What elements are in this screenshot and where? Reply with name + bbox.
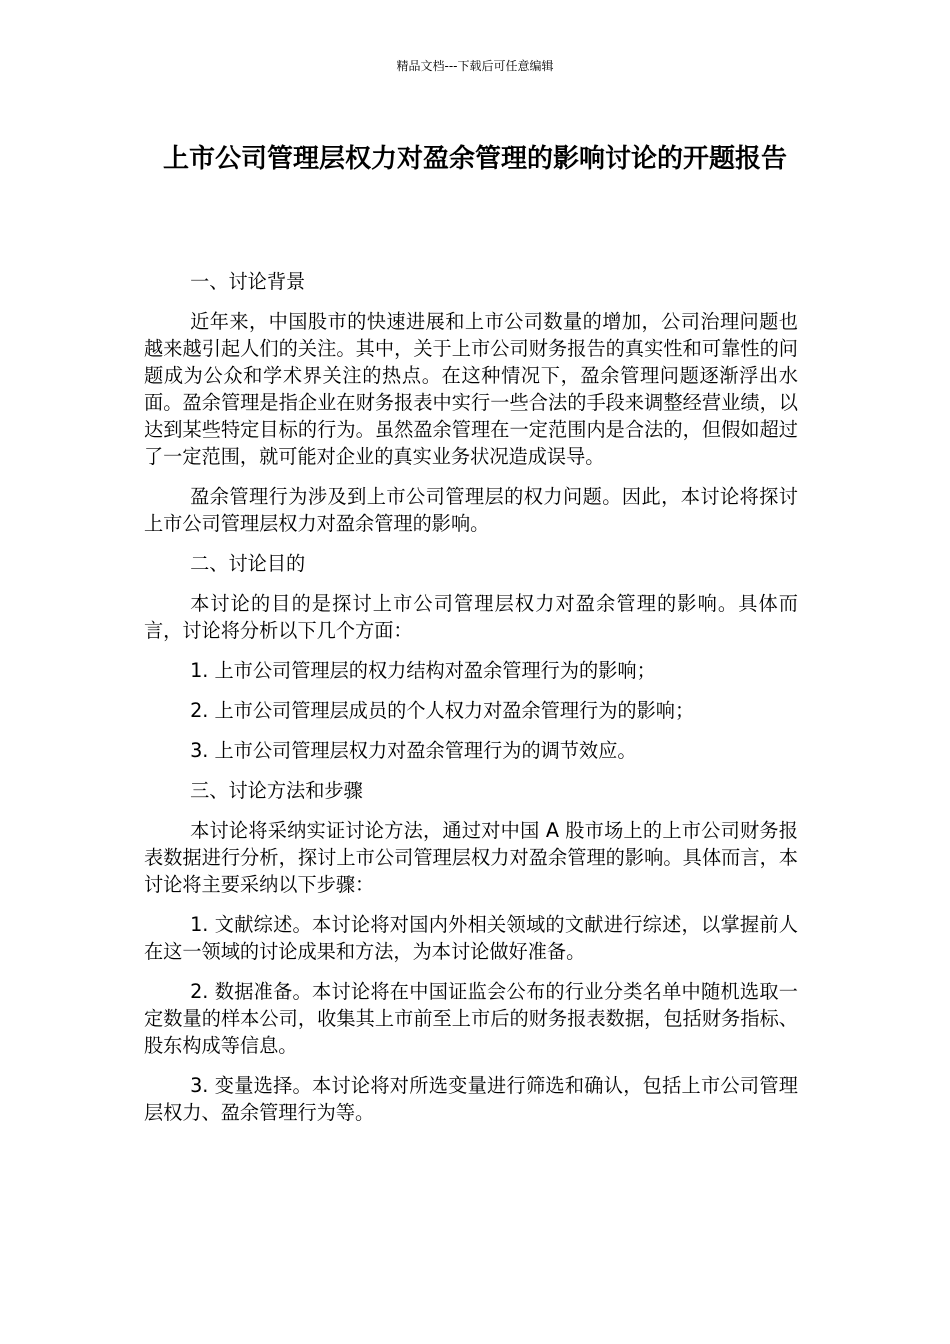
list-item-step-2: 2. 数据准备。本讨论将在中国证监会公布的行业分类名单中随机选取一定数量的样本公司，收集其上市前至上市后的财务报表数据，包括财务指标、股东构成等信息。 [144,980,798,1057]
list-item-purpose-2: 2. 上市公司管理层成员的个人权力对盈余管理行为的影响； [190,699,695,722]
paragraph-purpose-intro: 本讨论的目的是探讨上市公司管理层权力对盈余管理的影响。具体而言，讨论将分析以下几个方面： [144,592,798,642]
document-body [144,268,798,1139]
paragraph-method-intro: 本讨论将采纳实证讨论方法，通过对中国 A 股市场上的上市公司财务报表数据进行分析，探讨上市公司管理层权力对盈余管理的影响。具体而言，本讨论将主要采纳以下步骤： [144,819,798,896]
section-heading-background: 一、讨论背景 [190,270,306,293]
section-heading-method: 三、讨论方法和步骤 [190,779,363,802]
document-title: 上市公司管理层权力对盈余管理的影响讨论的开题报告 [162,144,787,174]
paragraph-background-2: 盈余管理行为涉及到上市公司管理层的权力问题。因此，本讨论将探讨上市公司管理层权力对盈余管理的影响。 [144,485,798,535]
paragraph-background-1: 近年来，中国股市的快速进展和上市公司数量的增加，公司治理问题也越来越引起人们的关注。其中，关于上市公司财务报告的真实性和可靠性的问题成为公众和学术界关注的热点。在这种情况下，盈余管理问题逐渐浮出水面。盈余管理是指企业在财务报表中实行一些合法的手段来调整经营业绩，以达到某些特定目标的行为。虽然盈余管理在一定范围内是合法的，但假如超过了一定范围，就可能对企业的真实业务状况造成误导。 [144,310,798,468]
list-item-step-3: 3. 变量选择。本讨论将对所选变量进行筛选和确认，包括上市公司管理层权力、盈余管理行为等。 [144,1074,798,1124]
list-item-step-1: 1. 文献综述。本讨论将对国内外相关领域的文献进行综述，以掌握前人在这一领域的讨论成果和方法，为本讨论做好准备。 [144,913,798,963]
page-header: 精品文档---下载后可任意编辑 [396,59,554,73]
section-heading-purpose: 二、讨论目的 [190,552,306,575]
list-item-purpose-1: 1. 上市公司管理层的权力结构对盈余管理行为的影响； [190,659,656,682]
list-item-purpose-3: 3. 上市公司管理层权力对盈余管理行为的调节效应。 [190,739,637,762]
